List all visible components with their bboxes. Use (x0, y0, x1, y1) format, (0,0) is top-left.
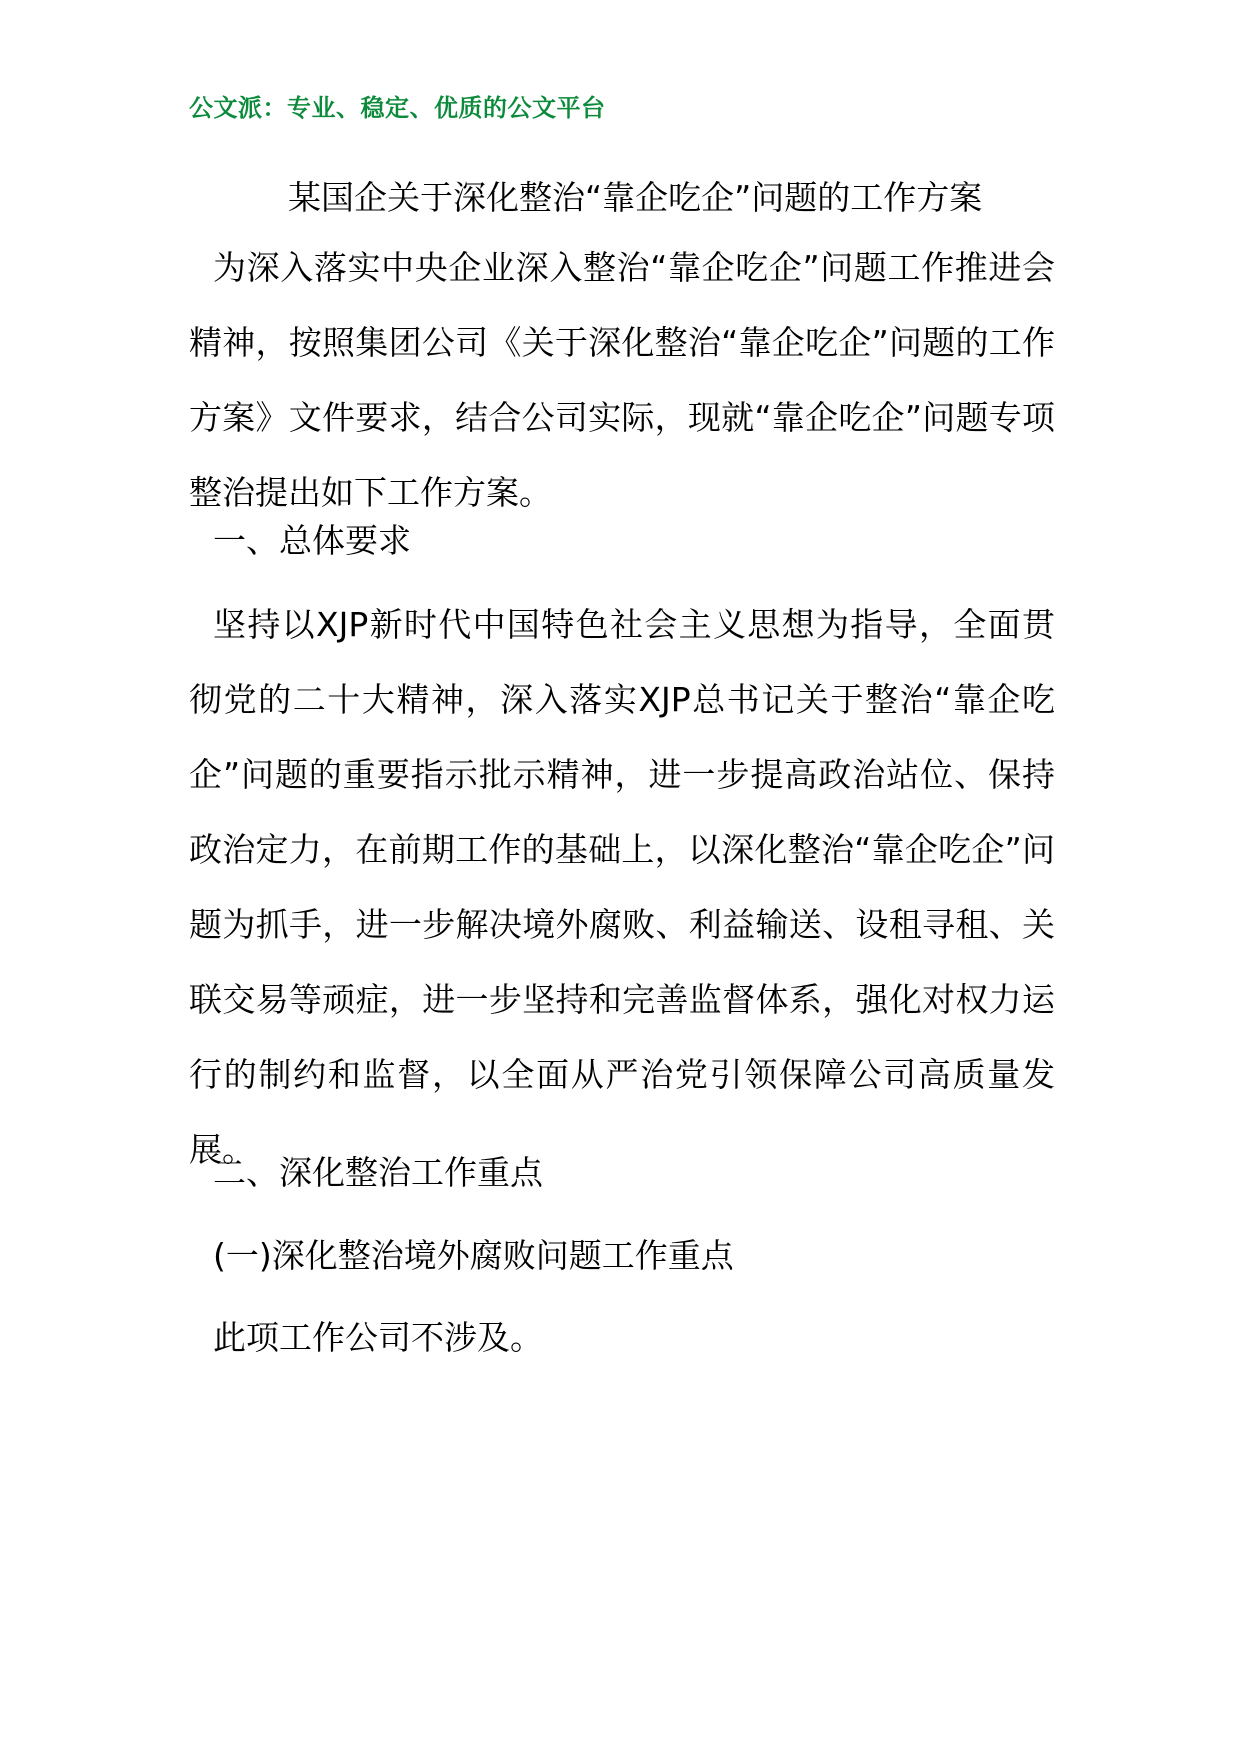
subsection-paragraph-not-applicable: 此项工作公司不涉及。 (213, 1318, 543, 1357)
general-requirements-paragraph: 坚持以XJP新时代中国特色社会主义思想为指导，全面贯彻党的二十大精神，深入落实XJP总书记关于整治“靠企吃企”问题的重要指示批示精神，进一步提高政治站位、保持政治定力，在前期工作的基础上，以深化整治“靠企吃企”问题为抓手，进一步解决境外腐败、利益输送、设租寻租、关联交易等顽症，进一步坚持和完善监督体系，强化对权力运行的制约和监督，以全面从严治党引领保障公司高质量发展。 (189, 605, 1055, 1169)
intro-paragraph: 为深入落实中央企业深入整治“靠企吃企”问题工作推进会精神，按照集团公司《关于深化整治“靠企吃企”问题的工作方案》文件要求，结合公司实际，现就“靠企吃企”问题专项整治提出如下工作方案。 (189, 248, 1055, 512)
document-title: 某国企关于深化整治“靠企吃企”问题的工作方案 (288, 178, 983, 217)
section-heading-general-requirements: 一、总体要求 (213, 521, 411, 560)
section-heading-key-points: 二、深化整治工作重点 (213, 1153, 543, 1192)
subsection-heading-overseas-corruption: (一)深化整治境外腐败问题工作重点 (213, 1236, 734, 1275)
brand-header: 公文派：专业、稳定、优质的公文平台 (189, 94, 606, 122)
